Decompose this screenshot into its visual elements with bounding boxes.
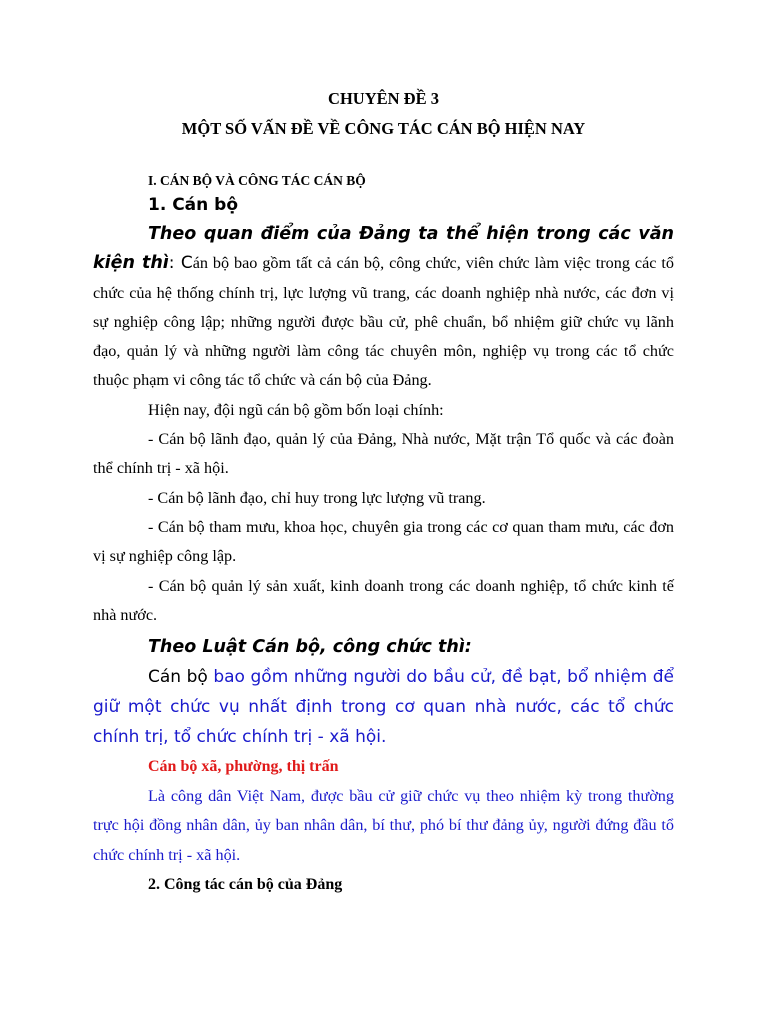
heading-can-bo: 1. Cán bộ	[148, 195, 239, 215]
law-heading: Theo Luật Cán bộ, công chức thì:	[148, 637, 472, 658]
party-view-text: án bộ bao gồm tất cả cán bộ, công chức, viên chức làm việc trong các tổ chức của hệ thống chính trị, lực lượng vũ trang, các doanh nghiệp nhà nước, các đơn vị sự nghiệp công lập; những người được bầu cử, phê chuẩn, bổ nhiệm giữ chức vụ lãnh đạo, quản lý và những người làm công tác chuyên môn, nghiệp vụ trong các tổ chức thuộc phạm vi công tác tổ chức và cán bộ của Đảng.	[93, 254, 674, 390]
doc-title-main: MỘT SỐ VẤN ĐỀ VỀ CÔNG TÁC CÁN BỘ HIỆN NAY	[181, 119, 586, 138]
heading-cong-tac-can-bo: 2. Công tác cán bộ của Đảng	[148, 876, 343, 894]
doc-title-topic: CHUYÊN ĐỀ 3	[328, 89, 439, 108]
party-view-cap: C	[180, 253, 193, 274]
list-item: - Cán bộ lãnh đạo, quản lý của Đảng, Nhà nước, Mặt trận Tổ quốc và các đoàn thể chính trị - xã hội.	[93, 430, 674, 478]
commune-heading: Cán bộ xã, phường, thị trấn	[148, 758, 339, 776]
paragraph-four-types: Hiện nay, đội ngũ cán bộ gồm bốn loại chính:	[148, 400, 444, 419]
document-page	[93, 84, 674, 900]
party-view-colon: :	[168, 253, 181, 274]
law-text: bao gồm những người do bầu cử, đề bạt, bổ nhiệm để giữ một chức vụ nhất định trong cơ quan nhà nước, các tổ chức chính trị, tổ chức chính trị - xã hội.	[93, 667, 674, 748]
law-lead: Cán bộ	[148, 667, 214, 688]
section-heading-I: I. CÁN BỘ VÀ CÔNG TÁC CÁN BỘ	[148, 173, 366, 188]
paragraph-commune: Là công dân Việt Nam, được bầu cử giữ chức vụ theo nhiệm kỳ trong thường trực hội đồng nhân dân, ủy ban nhân dân, bí thư, phó bí thư đảng ủy, người đứng đầu tổ chức chính trị - xã hội.	[93, 787, 674, 864]
paragraph-party-view	[93, 220, 674, 396]
list-item: - Cán bộ tham mưu, khoa học, chuyên gia trong các cơ quan tham mưu, các đơn vị sự nghiệp công lập.	[93, 517, 674, 566]
party-view-lead: Theo quan điểm của Đảng ta thể hiện trong các văn kiện thì	[93, 224, 674, 274]
list-item: - Cán bộ lãnh đạo, chỉ huy trong lực lượng vũ trang.	[148, 488, 486, 507]
list-item: - Cán bộ quản lý sản xuất, kinh doanh trong các doanh nghiệp, tổ chức kinh tế nhà nước.	[93, 576, 674, 624]
paragraph-law	[93, 662, 674, 752]
